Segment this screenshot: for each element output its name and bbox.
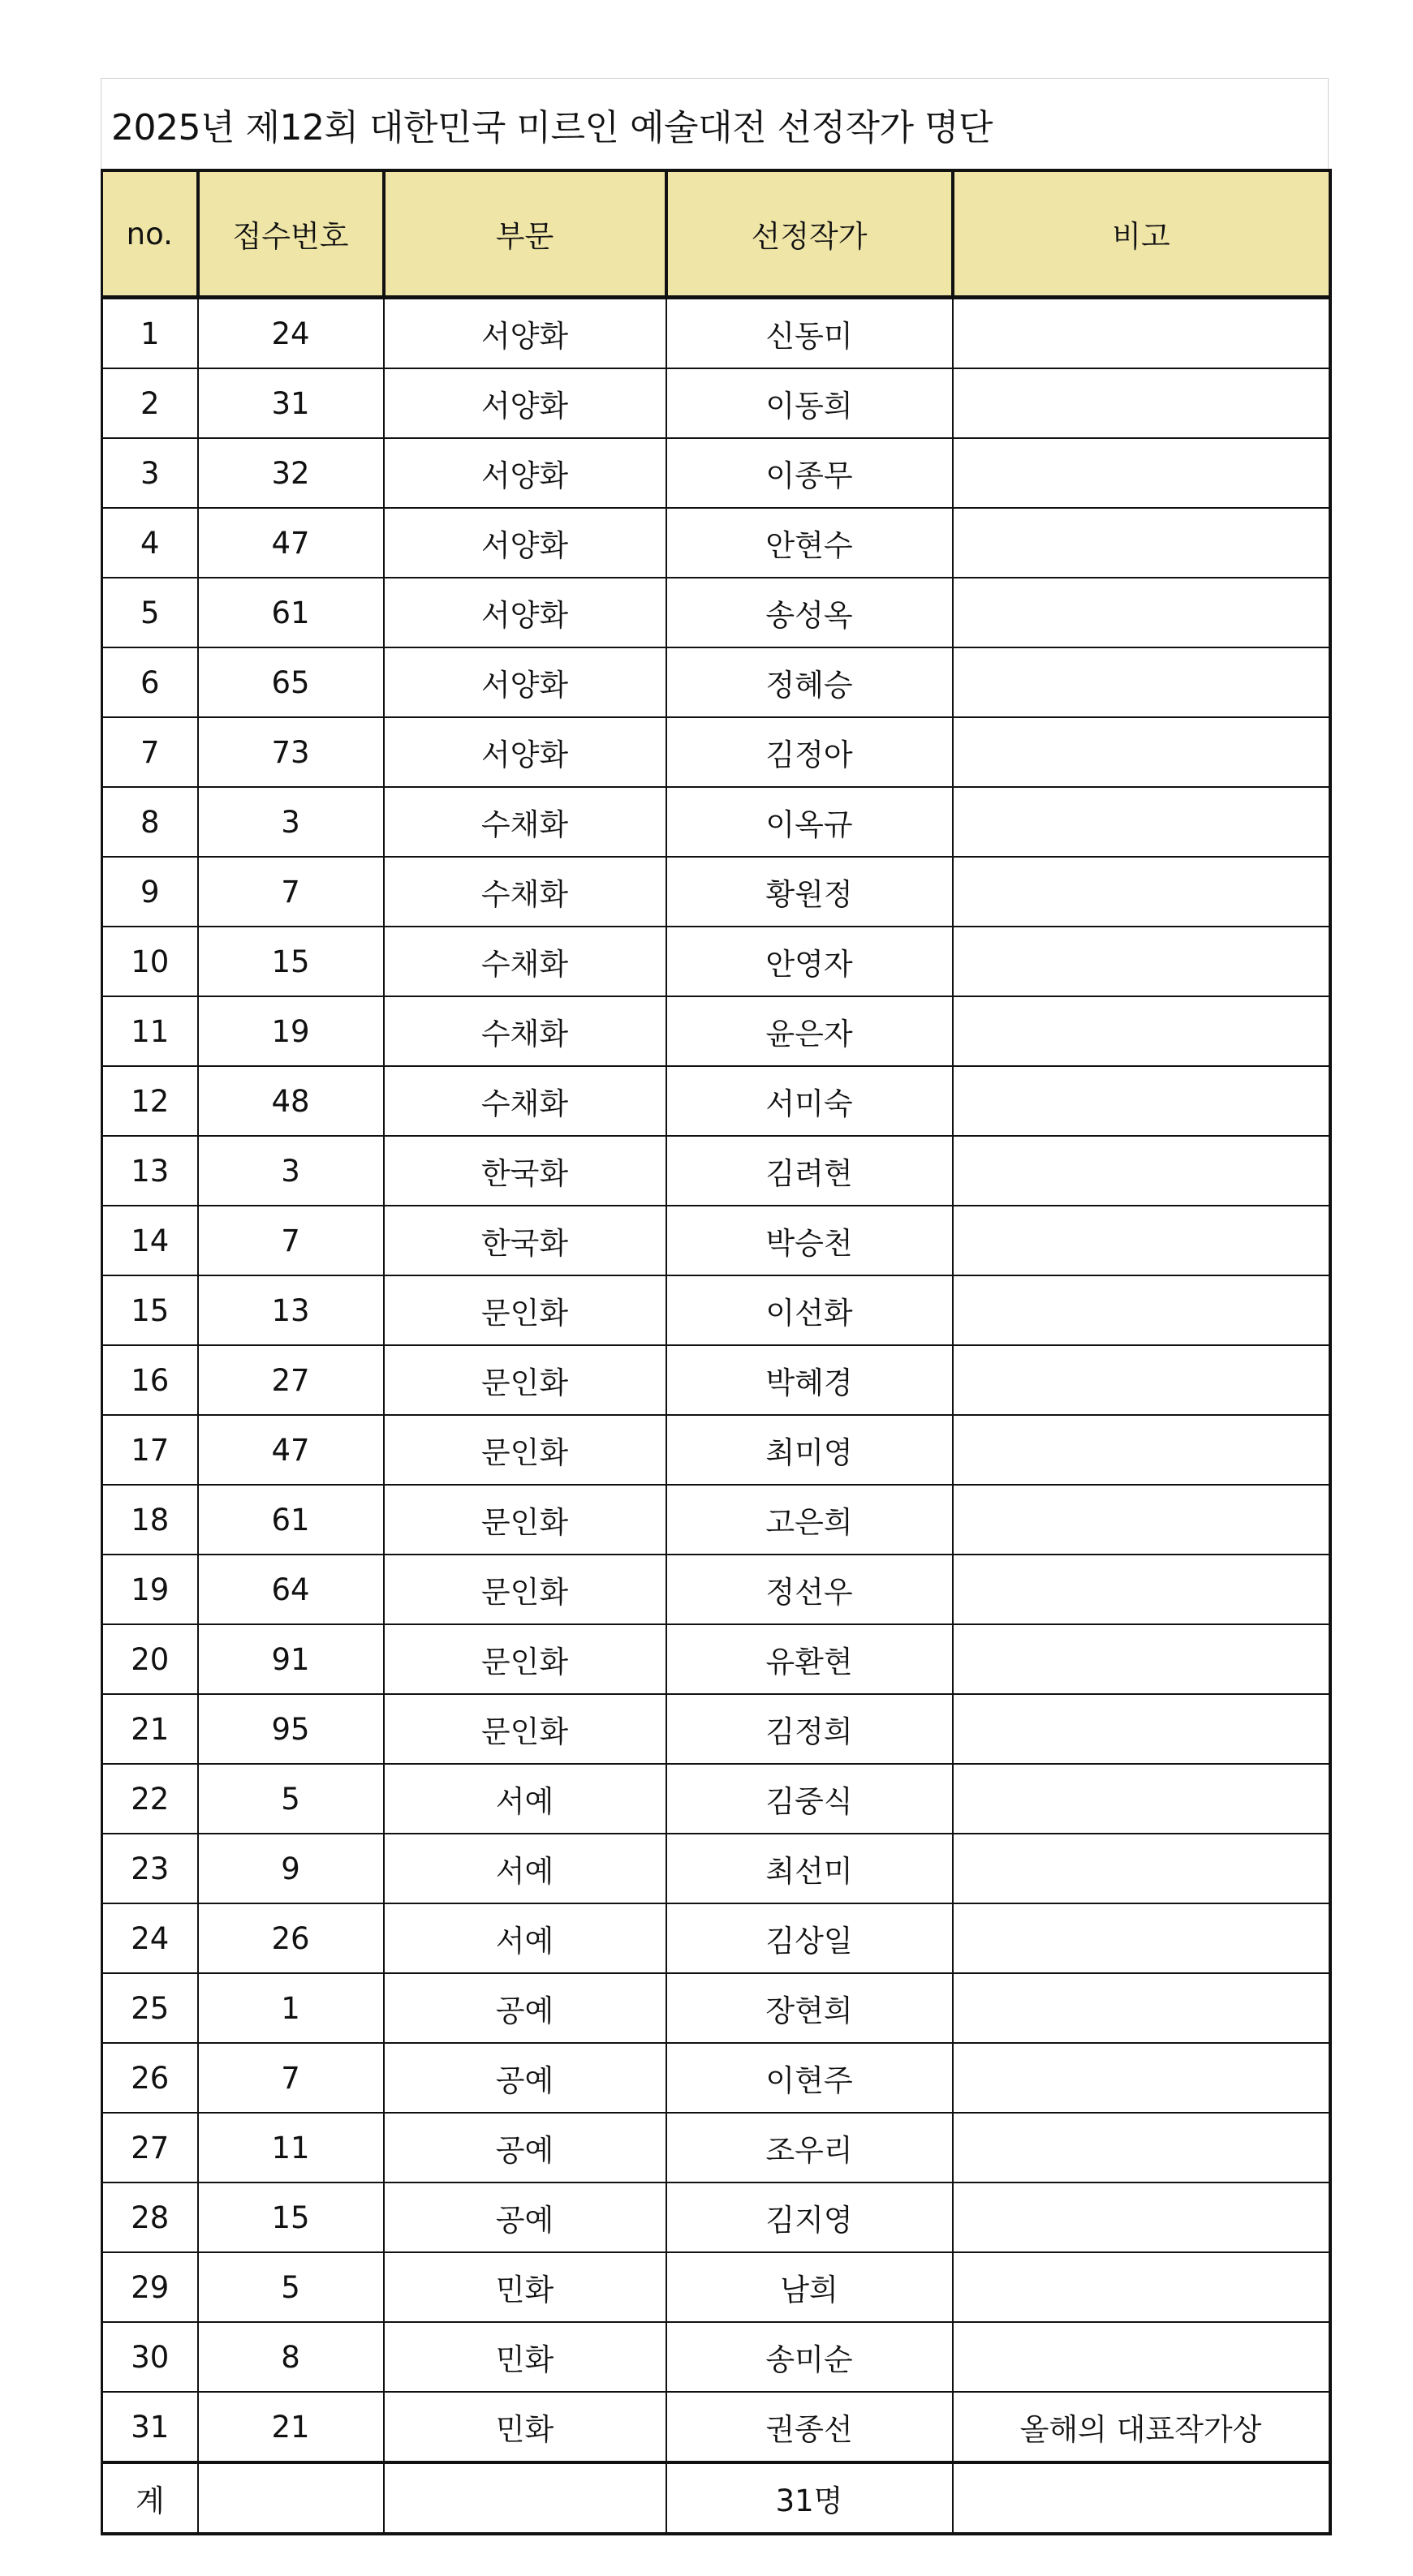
- cell-note: [953, 2252, 1330, 2322]
- cell-note: [953, 1066, 1330, 1136]
- cell-note: [953, 1764, 1330, 1834]
- cell-receipt-number: 5: [198, 1764, 384, 1834]
- cell-category: 서양화: [384, 578, 666, 647]
- cell-category: 문인화: [384, 1555, 666, 1624]
- cell-no: 5: [102, 578, 198, 647]
- table-row: [102, 2252, 1330, 2322]
- cell-receipt-number: 65: [198, 647, 384, 717]
- cell-artist: 신동미: [666, 298, 953, 369]
- table-row: [102, 1275, 1330, 1345]
- table-row: [102, 1136, 1330, 1206]
- table-row: [102, 857, 1330, 927]
- cell-category: 서예: [384, 1903, 666, 1973]
- cell-receipt-number: 61: [198, 1485, 384, 1555]
- table-row: [102, 1485, 1330, 1555]
- cell-artist: 김려현: [666, 1136, 953, 1206]
- cell-category: 서예: [384, 1834, 666, 1903]
- cell-receipt-number: 15: [198, 2183, 384, 2252]
- table-row: [102, 787, 1330, 857]
- cell-category: 공예: [384, 2113, 666, 2183]
- cell-note: [953, 438, 1330, 508]
- table-row: [102, 717, 1330, 787]
- cell-artist: 김중식: [666, 1764, 953, 1834]
- table-row: [102, 298, 1330, 369]
- cell-no: 12: [102, 1066, 198, 1136]
- cell-no: 4: [102, 508, 198, 578]
- total-category-cell: [384, 2462, 666, 2534]
- table-row: [102, 1415, 1330, 1485]
- artist-table: [101, 169, 1332, 2535]
- cell-note: [953, 927, 1330, 996]
- cell-receipt-number: 9: [198, 1834, 384, 1903]
- cell-receipt-number: 19: [198, 996, 384, 1066]
- cell-artist: 김정아: [666, 717, 953, 787]
- cell-note: [953, 508, 1330, 578]
- cell-artist: 정선우: [666, 1555, 953, 1624]
- selection-sheet: [101, 78, 1329, 2535]
- cell-no: 8: [102, 787, 198, 857]
- cell-category: 서양화: [384, 508, 666, 578]
- table-header-row: [102, 170, 1330, 298]
- cell-category: 수채화: [384, 1066, 666, 1136]
- cell-category: 문인화: [384, 1415, 666, 1485]
- cell-no: 29: [102, 2252, 198, 2322]
- cell-category: 서양화: [384, 438, 666, 508]
- table-row: [102, 1973, 1330, 2043]
- cell-no: 20: [102, 1624, 198, 1694]
- cell-note: [953, 368, 1330, 438]
- cell-no: 2: [102, 368, 198, 438]
- cell-artist: 안영자: [666, 927, 953, 996]
- cell-no: 14: [102, 1206, 198, 1275]
- total-label: 계: [102, 2462, 198, 2534]
- cell-category: 문인화: [384, 1624, 666, 1694]
- cell-category: 문인화: [384, 1275, 666, 1345]
- cell-artist: 김지영: [666, 2183, 953, 2252]
- cell-no: 6: [102, 647, 198, 717]
- column-header-artist: 선정작가: [666, 170, 953, 298]
- table-row: [102, 1206, 1330, 1275]
- cell-artist: 최미영: [666, 1415, 953, 1485]
- cell-no: 19: [102, 1555, 198, 1624]
- cell-artist: 황원정: [666, 857, 953, 927]
- cell-artist: 박혜경: [666, 1345, 953, 1415]
- cell-category: 한국화: [384, 1206, 666, 1275]
- table-row: [102, 2183, 1330, 2252]
- cell-receipt-number: 13: [198, 1275, 384, 1345]
- cell-no: 26: [102, 2043, 198, 2113]
- cell-artist: 정혜승: [666, 647, 953, 717]
- cell-artist: 장현희: [666, 1973, 953, 2043]
- total-row: [102, 2462, 1330, 2534]
- cell-receipt-number: 47: [198, 1415, 384, 1485]
- cell-note: [953, 1973, 1330, 2043]
- column-header-receipt-number: 접수번호: [198, 170, 384, 298]
- cell-artist: 이현주: [666, 2043, 953, 2113]
- cell-artist: 송미순: [666, 2322, 953, 2392]
- cell-note: [953, 857, 1330, 927]
- cell-no: 18: [102, 1485, 198, 1555]
- cell-no: 7: [102, 717, 198, 787]
- table-row: [102, 368, 1330, 438]
- cell-artist: 송성옥: [666, 578, 953, 647]
- cell-note: [953, 2322, 1330, 2392]
- cell-category: 수채화: [384, 857, 666, 927]
- cell-note: [953, 1136, 1330, 1206]
- cell-receipt-number: 15: [198, 927, 384, 996]
- cell-receipt-number: 7: [198, 2043, 384, 2113]
- cell-artist: 이종무: [666, 438, 953, 508]
- cell-note: [953, 647, 1330, 717]
- table-row: [102, 1624, 1330, 1694]
- table-row: [102, 927, 1330, 996]
- cell-note: [953, 2113, 1330, 2183]
- cell-no: 22: [102, 1764, 198, 1834]
- cell-receipt-number: 31: [198, 368, 384, 438]
- cell-receipt-number: 11: [198, 2113, 384, 2183]
- cell-artist: 윤은자: [666, 996, 953, 1066]
- cell-receipt-number: 73: [198, 717, 384, 787]
- cell-no: 24: [102, 1903, 198, 1973]
- column-header-no: no.: [102, 170, 198, 298]
- cell-artist: 박승천: [666, 1206, 953, 1275]
- cell-artist: 권종선: [666, 2392, 953, 2462]
- cell-receipt-number: 48: [198, 1066, 384, 1136]
- cell-category: 한국화: [384, 1136, 666, 1206]
- cell-receipt-number: 3: [198, 1136, 384, 1206]
- cell-note: [953, 1903, 1330, 1973]
- cell-receipt-number: 61: [198, 578, 384, 647]
- cell-artist: 서미숙: [666, 1066, 953, 1136]
- cell-artist: 이옥규: [666, 787, 953, 857]
- cell-category: 서양화: [384, 717, 666, 787]
- cell-artist: 조우리: [666, 2113, 953, 2183]
- cell-artist: 이동희: [666, 368, 953, 438]
- cell-artist: 이선화: [666, 1275, 953, 1345]
- table-row: [102, 438, 1330, 508]
- cell-category: 수채화: [384, 787, 666, 857]
- cell-note: [953, 787, 1330, 857]
- cell-artist: 안현수: [666, 508, 953, 578]
- cell-note: [953, 2183, 1330, 2252]
- cell-category: 서양화: [384, 647, 666, 717]
- table-row: [102, 1764, 1330, 1834]
- table-row: [102, 2322, 1330, 2392]
- cell-no: 27: [102, 2113, 198, 2183]
- cell-category: 서예: [384, 1764, 666, 1834]
- cell-category: 공예: [384, 2043, 666, 2113]
- cell-note: [953, 1694, 1330, 1764]
- cell-no: 13: [102, 1136, 198, 1206]
- column-header-category: 부문: [384, 170, 666, 298]
- cell-note: [953, 1206, 1330, 1275]
- column-header-note: 비고: [953, 170, 1330, 298]
- cell-category: 문인화: [384, 1345, 666, 1415]
- cell-receipt-number: 47: [198, 508, 384, 578]
- table-row: [102, 1903, 1330, 1973]
- cell-note: [953, 1345, 1330, 1415]
- cell-note: [953, 996, 1330, 1066]
- cell-receipt-number: 5: [198, 2252, 384, 2322]
- cell-category: 수채화: [384, 927, 666, 996]
- table-row: [102, 1066, 1330, 1136]
- cell-artist: 김정희: [666, 1694, 953, 1764]
- cell-category: 민화: [384, 2322, 666, 2392]
- cell-receipt-number: 7: [198, 857, 384, 927]
- cell-artist: 최선미: [666, 1834, 953, 1903]
- cell-artist: 유환현: [666, 1624, 953, 1694]
- table-row: [102, 2113, 1330, 2183]
- cell-note: [953, 1275, 1330, 1345]
- total-artist-count: 31명: [666, 2462, 953, 2534]
- page-title: 2025년 제12회 대한민국 미르인 예술대전 선정작가 명단: [101, 78, 1329, 169]
- table-row: [102, 1694, 1330, 1764]
- cell-no: 17: [102, 1415, 198, 1485]
- cell-receipt-number: 7: [198, 1206, 384, 1275]
- cell-note: [953, 1485, 1330, 1555]
- cell-no: 31: [102, 2392, 198, 2462]
- cell-note: 올해의 대표작가상: [953, 2392, 1330, 2462]
- cell-category: 민화: [384, 2252, 666, 2322]
- cell-no: 10: [102, 927, 198, 996]
- table-row: [102, 578, 1330, 647]
- table-row: [102, 1834, 1330, 1903]
- cell-no: 21: [102, 1694, 198, 1764]
- cell-note: [953, 298, 1330, 369]
- cell-note: [953, 1415, 1330, 1485]
- cell-note: [953, 2043, 1330, 2113]
- cell-artist: 고은희: [666, 1485, 953, 1555]
- cell-category: 공예: [384, 2183, 666, 2252]
- cell-receipt-number: 3: [198, 787, 384, 857]
- cell-no: 16: [102, 1345, 198, 1415]
- table-row: [102, 1345, 1330, 1415]
- table-row: [102, 647, 1330, 717]
- cell-receipt-number: 21: [198, 2392, 384, 2462]
- table-row: [102, 996, 1330, 1066]
- cell-no: 25: [102, 1973, 198, 2043]
- table-row: [102, 1555, 1330, 1624]
- cell-note: [953, 1555, 1330, 1624]
- total-note-cell: [953, 2462, 1330, 2534]
- table-row: [102, 508, 1330, 578]
- cell-receipt-number: 91: [198, 1624, 384, 1694]
- table-row: [102, 2043, 1330, 2113]
- cell-receipt-number: 32: [198, 438, 384, 508]
- cell-no: 9: [102, 857, 198, 927]
- cell-category: 문인화: [384, 1694, 666, 1764]
- cell-no: 1: [102, 298, 198, 369]
- cell-receipt-number: 64: [198, 1555, 384, 1624]
- total-receipt-cell: [198, 2462, 384, 2534]
- cell-receipt-number: 8: [198, 2322, 384, 2392]
- cell-no: 23: [102, 1834, 198, 1903]
- cell-receipt-number: 24: [198, 298, 384, 369]
- cell-category: 민화: [384, 2392, 666, 2462]
- cell-category: 수채화: [384, 996, 666, 1066]
- cell-category: 서양화: [384, 368, 666, 438]
- cell-note: [953, 1624, 1330, 1694]
- cell-no: 30: [102, 2322, 198, 2392]
- cell-artist: 김상일: [666, 1903, 953, 1973]
- cell-note: [953, 1834, 1330, 1903]
- cell-no: 28: [102, 2183, 198, 2252]
- cell-receipt-number: 95: [198, 1694, 384, 1764]
- cell-receipt-number: 26: [198, 1903, 384, 1973]
- cell-note: [953, 578, 1330, 647]
- cell-category: 문인화: [384, 1485, 666, 1555]
- cell-category: 공예: [384, 1973, 666, 2043]
- cell-category: 서양화: [384, 298, 666, 369]
- table-row: [102, 2392, 1330, 2462]
- cell-receipt-number: 1: [198, 1973, 384, 2043]
- cell-no: 15: [102, 1275, 198, 1345]
- cell-artist: 남희: [666, 2252, 953, 2322]
- cell-no: 3: [102, 438, 198, 508]
- cell-receipt-number: 27: [198, 1345, 384, 1415]
- cell-no: 11: [102, 996, 198, 1066]
- cell-note: [953, 717, 1330, 787]
